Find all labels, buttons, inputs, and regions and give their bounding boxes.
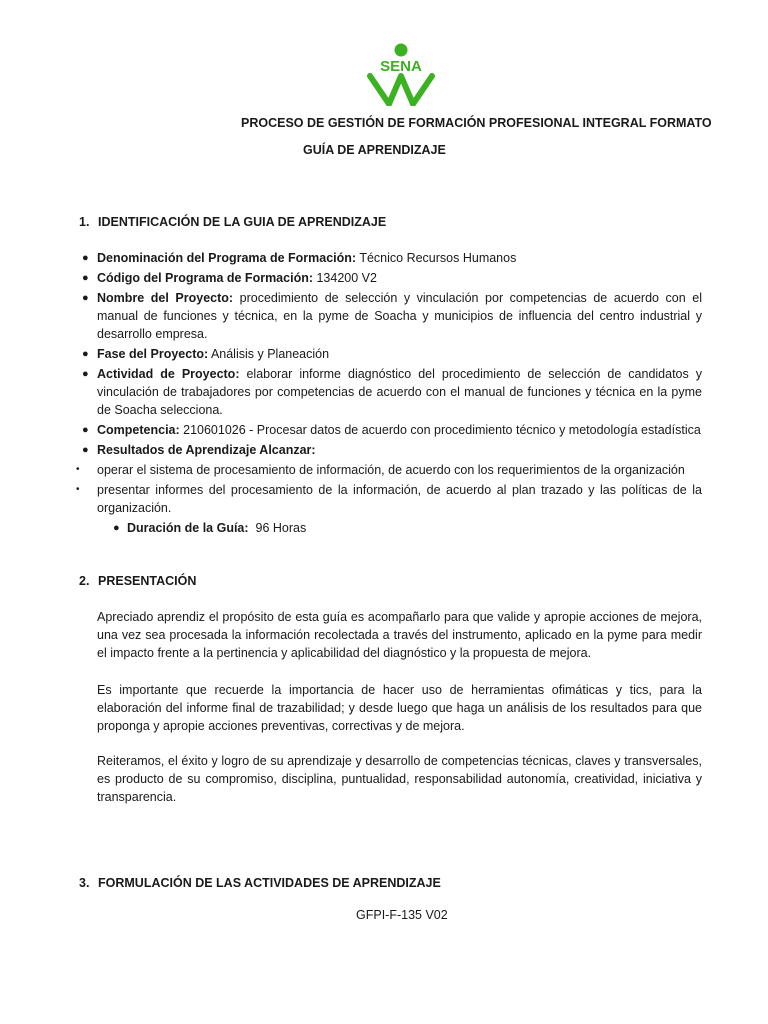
section-3-title: FORMULACIÓN DE LAS ACTIVIDADES DE APRENDIZAJE bbox=[98, 876, 441, 890]
list-item: ● Denominación del Programa de Formación: Técnico Recursos Humanos bbox=[82, 251, 517, 265]
result-item: • operar el sistema de procesamiento de información, de acuerdo con los requerimientos de la organización bbox=[76, 463, 685, 477]
presentation-paragraph-1: Apreciado aprendiz el propósito de esta guía es acompañarlo para que valide y apropie acciones de mejora, una vez sea procesada la información recolectada a través del instrumento, aplicado en la pyme para medir el impacto frente a la pertinencia y aplicabilidad del diagnóstico y la propuesta de mejora. bbox=[97, 610, 702, 660]
section-1-heading bbox=[79, 215, 386, 229]
list-item: ● Fase del Proyecto: Análisis y Planeación bbox=[82, 347, 330, 361]
section-2-number: 2. bbox=[79, 574, 90, 588]
document-code-footer: GFPI-F-135 V02 bbox=[356, 908, 448, 922]
section-3-heading bbox=[79, 876, 441, 890]
duration-item: ● Duración de la Guía: 96 Horas bbox=[113, 521, 307, 535]
section-3-number: 3. bbox=[79, 876, 90, 890]
duration-label: Duración de la Guía: bbox=[127, 521, 249, 535]
document-header-title: PROCESO DE GESTIÓN DE FORMACIÓN PROFESIONAL INTEGRAL FORMATO bbox=[241, 116, 712, 130]
list-item: ● Código del Programa de Formación: 134200 V2 bbox=[82, 271, 377, 285]
list-item: ● Resultados de Aprendizaje Alcanzar: bbox=[82, 443, 316, 457]
result-item: • presentar informes del procesamiento de la información, de acuerdo al plan trazado y las políticas de la organización. bbox=[76, 483, 702, 515]
section-2-title: PRESENTACIÓN bbox=[98, 574, 197, 588]
sena-logo bbox=[367, 42, 435, 106]
logo-text: SENA bbox=[380, 58, 422, 75]
section-2-heading bbox=[79, 574, 196, 588]
section-1-title: IDENTIFICACIÓN DE LA GUIA DE APRENDIZAJE bbox=[98, 215, 387, 229]
duration-value: 96 Horas bbox=[248, 521, 307, 535]
section-1-list bbox=[76, 249, 702, 537]
presentation-paragraph-3: Reiteramos, el éxito y logro de su aprendizaje y desarrollo de competencias técnicas, claves y transversales, es producto de su compromiso, disciplina, puntualidad, responsabilidad autonomía, creatividad, iniciativa y transparencia. bbox=[97, 754, 702, 804]
document-header-subtitle: GUÍA DE APRENDIZAJE bbox=[303, 143, 446, 157]
section-1-number: 1. bbox=[79, 215, 90, 229]
list-item: ● Actividad de Proyecto: elaborar informe diagnóstico del procedimiento de selección de candidatos y vinculación de trabajadores por competencias de acuerdo con el manual de funciones y técnica en la pyme de Soacha selecciona. bbox=[82, 367, 702, 417]
presentation-paragraph-2: Es importante que recuerde la importancia de hacer uso de herramientas ofimáticas y tics, para la elaboración del informe final de trazabilidad; y desde luego que haga un análisis de los resultados para que proponga y apropie acciones preventivas, correctivas y de mejora. bbox=[97, 683, 702, 733]
list-item: ● Competencia: 210601026 - Procesar datos de acuerdo con procedimiento técnico y metodología estadística bbox=[82, 423, 701, 437]
list-item: ● Nombre del Proyecto: procedimiento de selección y vinculación por competencias de acuerdo con el manual de funciones y técnica, en la pyme de Soacha y municipios de influencia del centro industrial y desarrollo empresa. bbox=[82, 291, 702, 341]
